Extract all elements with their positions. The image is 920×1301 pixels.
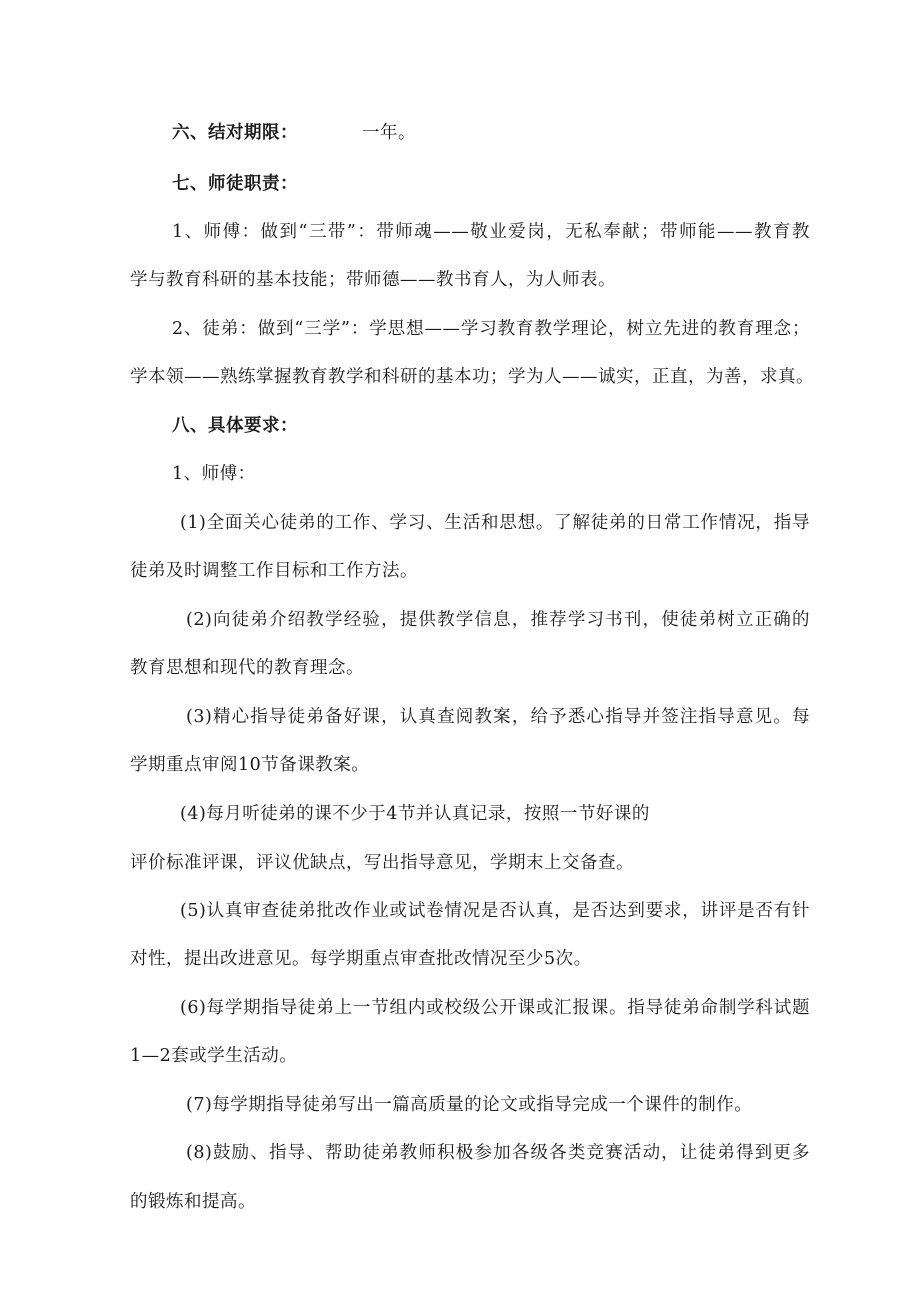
requirement-item-8-line2: 的锻炼和提高。 — [130, 1192, 256, 1212]
requirement-item-4-line1: (4)每月听徒弟的课不少于4节并认真记录，按照一节好课的 — [180, 804, 650, 824]
duty-master-line2: 学与教育科研的基本技能；带师德——教书育人，为人师表。 — [130, 270, 616, 290]
requirement-item-1-line1: (1)全面关心徒弟的工作、学习、生活和思想。了解徒弟的日常工作情况，指导 — [180, 513, 810, 533]
requirement-item-5-line1: (5)认真审查徒弟批改作业或试卷情况是否认真，是否达到要求，讲评是否有针 — [180, 901, 810, 921]
duty-apprentice-line2: 学本领——熟练掌握教育教学和科研的基本功；学为人——诚实，正直，为善，求真。 — [130, 367, 814, 387]
requirement-item-5-line2: 对性，提出改进意见。每学期重点审查批改情况至少5次。 — [130, 949, 592, 969]
term-heading — [172, 121, 416, 145]
requirement-item-8-line1: (8)鼓励、指导、帮助徒弟教师积极参加各级各类竞赛活动，让徒弟得到更多 — [186, 1143, 810, 1163]
master-heading: 1、师傅： — [172, 464, 256, 484]
requirements-heading: 八、具体要求： — [172, 416, 298, 436]
requirement-item-3-line2: 学期重点审阅10节备课教案。 — [130, 755, 370, 775]
duties-heading: 七、师徒职责： — [172, 174, 298, 194]
requirement-item-2-line1: (2)向徒弟介绍教学经验，提供教学信息，推荐学习书刊，使徒弟树立正确的 — [186, 610, 810, 630]
term-value: 一年。 — [362, 123, 416, 143]
requirement-item-1-line2: 徒弟及时调整工作目标和工作方法。 — [130, 561, 418, 581]
requirement-item-2-line2: 教育思想和现代的教育理念。 — [130, 658, 364, 678]
requirement-item-6-line2: 1—2套或学生活动。 — [130, 1046, 298, 1066]
duty-master-line1: 1、师傅：做到“三带”：带师魂——敬业爱岗，无私奉献；带师能——教育教 — [172, 222, 810, 242]
requirement-item-3-line1: (3)精心指导徒弟备好课，认真查阅教案，给予悉心指导并签注指导意见。每 — [186, 707, 810, 727]
duty-apprentice-line1: 2、徒弟：做到“三学”：学思想——学习教育教学理论，树立先进的教育理念； — [172, 319, 810, 339]
requirement-item-6-line1: (6)每学期指导徒弟上一节组内或校级公开课或汇报课。指导徒弟命制学科试题 — [180, 998, 810, 1018]
requirement-item-4-line2: 评价标准评课，评议优缺点，写出指导意见，学期末上交备查。 — [130, 853, 634, 873]
requirement-item-7-line1: (7)每学期指导徒弟写出一篇高质量的论文或指导完成一个课件的制作。 — [186, 1095, 753, 1115]
term-label: 六、结对期限： — [172, 123, 298, 143]
